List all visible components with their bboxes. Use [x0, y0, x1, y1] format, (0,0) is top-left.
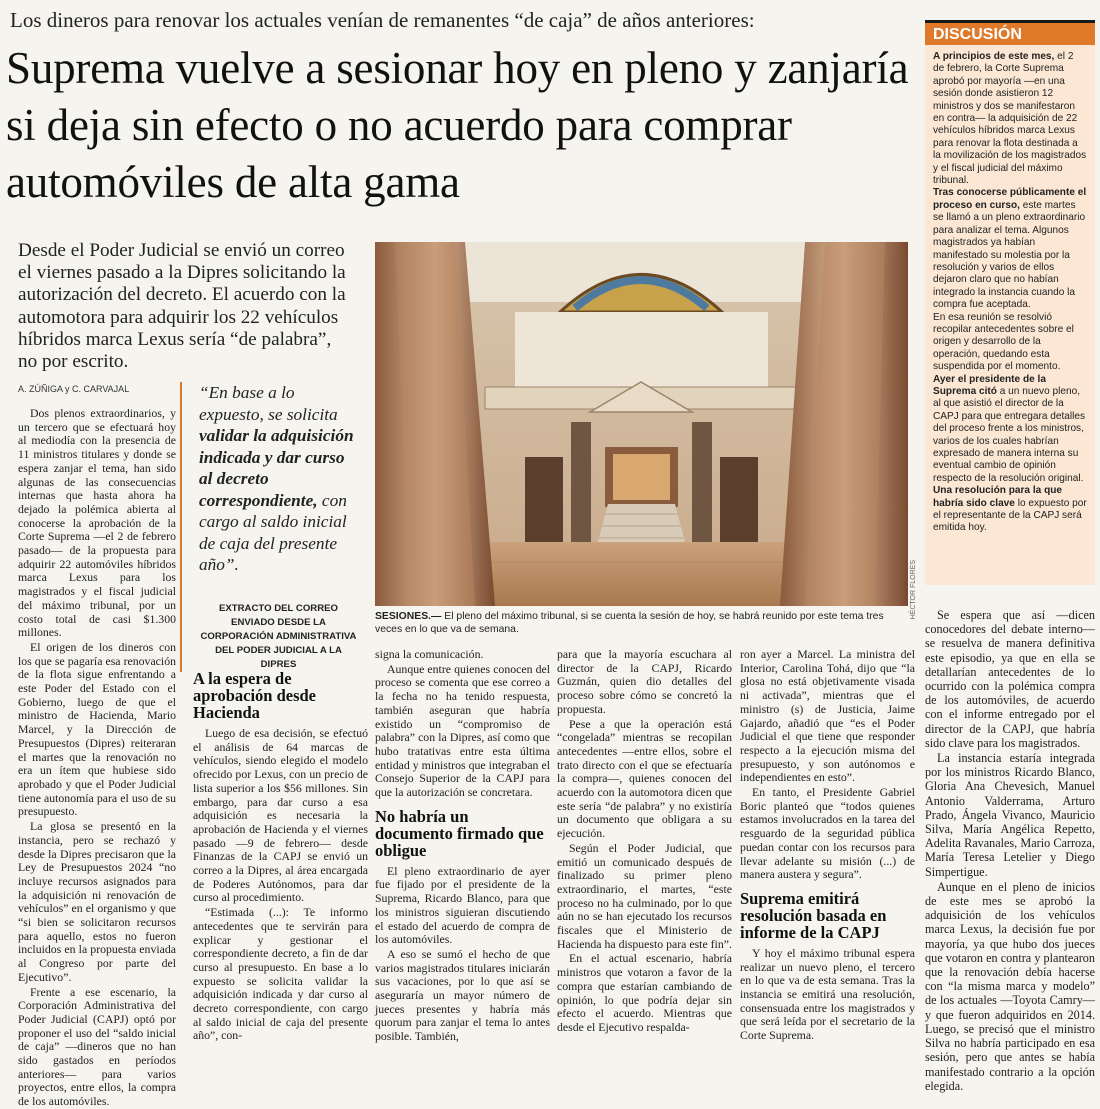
- discussion-sidebar: [925, 20, 1095, 585]
- sidebar-paragraph: [933, 51, 1087, 187]
- sidebar-title: DISCUSIÓN: [925, 23, 1095, 45]
- subheading: A la espera de aprobación desde Hacienda: [193, 669, 317, 722]
- paragraph: El pleno extraordinario de ayer fue fijado por el presidente de la Suprema, Ricardo Blanco, para que los ministros siguieran discutiendo el estado del acuerdo de compra de los automóviles.: [375, 863, 550, 947]
- photo-caption: [375, 610, 910, 636]
- paragraph: para que la mayoría escuchara al director de la CAPJ, Ricardo Guzmán, quien dio detalles del proceso sobre cómo se concretó la propuesta.: [557, 647, 732, 716]
- sidebar-paragraph: En esa reunión se resolvió recopilar antecedentes sobre el origen y desarrollo de la operación, quedando esta suspendida por el momento.: [933, 311, 1074, 373]
- pull-quote-text: [199, 382, 358, 590]
- paragraph: signa la comunicación.: [375, 647, 484, 661]
- paragraph: ron ayer a Marcel. La ministra del Interior, Carolina Tohá, dijo que “la glosa no está objetivamente visada ni activada”, mientras que el ministro (s) de Justicia, Jaime Gajardo, añadió que “es el Poder Judicial el que tiene que responder respecto a la ejecución misma del presupuesto, y son autónomos e independientes en esto”.: [740, 647, 915, 785]
- paragraph: El origen de los dineros con los que se pagaría esa renovación de la flota sigue enfrentando a este Poder del Estado con el Gobierno, luego de que el ministro de Hacienda, Mario Marcel, y la Dirección de Presupuestos (Dipres) reiteraran el martes que la renovación no era un ítem que hubiese sido aprobado y que el Poder Judicial tiene autonomía para el uso de su presupuesto.: [18, 639, 176, 819]
- article-column-3: [375, 648, 550, 1053]
- paragraph: Dos plenos extraordinarios, y un tercero que se efectuará hoy al mediodía con la presencia de 11 ministros titulares y donde se espera zanjar el tema, han sido algunas de las consecuencias internas que hasta ahora ha dejado la polémica abierta al conocerse la aprobación de la Corte Suprema —el 2 de febrero pasado— de la propuesta para adquirir 22 automóviles híbridos marca Lexus para los magistrados y el fiscal judicial del máximo tribunal, por un costo total de casi $1.300 millones.: [18, 406, 176, 640]
- subheading: No habría un documento firmado que obligue: [375, 806, 544, 860]
- paragraph: Y hoy el máximo tribunal espera realizar un nuevo pleno, el tercero en lo que va de esta semana. Tras la instancia se emitirá una resolución, consensuada entre los magistrados y que será leída por el secretario de la Corte Suprema.: [740, 945, 915, 1043]
- sidebar-text: este martes se llamó a un pleno extraordinario para analizar el tema. Algunos magistrados ya habían manifestado su molestia por la resolución y varios de ellos dejaron claro que no habían integrado la instancia cuando la compra fue aceptada.: [933, 199, 1086, 311]
- paragraph: Frente a ese escenario, la Corporación Administrativa del Poder Judicial (CAPJ) optó por proponer el uso del “saldo inicial de caja” —dineros que no han sido gastados en períodos anteriores— para varios proyectos, entre ellos, la compra de los automóviles.: [18, 984, 176, 1109]
- photo-credit: HÉCTOR FLORES: [910, 560, 917, 620]
- article-column-2: [193, 668, 368, 1053]
- paragraph: En el actual escenario, habría ministros que votaron a favor de la compra que estarían cambiando de opinión, lo que podría dejar sin efecto el acuerdo. Mientras que desde el Ejecutivo respalda-: [557, 951, 732, 1034]
- paragraph: En tanto, el Presidente Gabriel Boric planteó que “todos quienes estamos involucrados en la tarea del resguardo de la seguridad pública puedan contar con los recursos para llevar adelante su misión (...) de manera austera y segura”.: [740, 785, 915, 882]
- pull-quote-part: con cargo al saldo inicial de caja del presente año”.: [199, 490, 347, 574]
- sidebar-paragraph: [933, 187, 1087, 311]
- paragraph: A eso se sumó el hecho de que varios magistrados titulares iniciarán sus vacaciones, por lo que así se aseguraría un mayor número de jueces presentes y habría más quorum para zanjar el tema lo antes posible. También,: [375, 946, 550, 1044]
- sidebar-paragraph: [933, 485, 1087, 535]
- court-hall-photo: [375, 242, 908, 606]
- pull-quote-part: “En base a lo expuesto, se solicita: [199, 383, 338, 424]
- paragraph: Luego de esa decisión, se efectuó el análisis de 64 marcas de vehículos, siendo elegido el modelo ofrecido por Lexus, con un precio de lista superior a los $56 millones. Sin embargo, para dar curso a esa adquisición es necesaria la aprobación de Hacienda y el viernes pasado —9 de febrero— desde Finanzas de la CAPJ se envió un correo a la Dipres, al área encargada de Poderes Autónomos, para dar curso al procedimiento.: [193, 726, 368, 905]
- paragraph: Aunque en el pleno de inicios de este mes se aprobó la adquisición de los vehículos marca Lexus, la decisión fue por mayoría, ya que hubo dos jueces que votaron en contra y plantearon que la renovación debía hacerse con “la misma marca y modelo” de los actuales —Toyota Camry— y que fueron adquiridos en 2014. Luego, se precisó que el ministro Silva no habría participado en esa sesión, pero que antes se había manifestado contrario a la opción elegida.: [925, 879, 1095, 1093]
- deck: Desde el Poder Judicial se envió un correo el viernes pasado a la Dipres solicitando la autorización del decreto. El acuerdo con la automotora para adquirir los 22 vehículos híbridos marca Lexus sería “de palabra”, no por escrito.: [18, 240, 346, 373]
- caption-text: El pleno del máximo tribunal, si se cuenta la sesión de hoy, se habrá reunido por este tema tres veces en lo que va de semana.: [375, 611, 884, 635]
- sidebar-lead: Ayer el presidente de la Suprema citó: [933, 373, 1046, 397]
- sidebar-lead: A principios de este mes,: [933, 51, 1055, 62]
- paragraph: Pese a que la operación está “congelada” mientras se recopilan antecedentes —entre ellos, sobre el trato directo con el que se efectuaría la compra—, quienes conocen del acuerdo con la automotora dicen que este sería “de palabra” y no existiría un documento que obligara a su ejecución.: [557, 716, 732, 841]
- paragraph: Se espera que así —dicen conocedores del debate interno— se resuelva de manera definitiva este episodio, ya que en ella se detallarían antecedentes de lo ocurrido con la polémica compra de los automóviles, de acuerdo con el informe entregado por el director de la CAPJ, que habría sido clave para los magistrados.: [925, 608, 1095, 750]
- paragraph: Según el Poder Judicial, que emitió un comunicado después de finalizado su primer pleno extraordinario, el martes, “este proceso no ha culminado, por lo que aún no se han ejecutado los recursos fiscales que el Ministerio de Hacienda ha dispuesto para este fin”.: [557, 840, 732, 951]
- court-hall-illustration: [375, 242, 908, 606]
- sidebar-lead: Una resolución para la que habría sido clave: [933, 485, 1063, 509]
- article-column-4: [557, 648, 732, 1053]
- caption-label: SESIONES.—: [375, 611, 442, 622]
- sidebar-body: [925, 45, 1095, 535]
- paragraph: Aunque entre quienes conocen del proceso se comenta que ese correo a la fecha no ha tenido respuesta, también aseguran que habría existido un “compromiso de palabra” con la Dipres, así como que hubo tratativas entre esta última entidad y ministros que integraban el Consejo Superior de la CAPJ para que la autorización se concretara.: [375, 661, 550, 800]
- sidebar-text: el 2 de febrero, la Corte Suprema aprobó por mayoría —en una sesión donde asistieron 12 ministros y dos se manifestaron en contra— la adquisición de 22 vehículos híbridos marca Lexus para renovar la flota destinada a la movilización de los magistrados y el fiscal judicial del máximo tribunal.: [933, 51, 1087, 187]
- paragraph: La instancia estaría integrada por los ministros Ricardo Blanco, Gloria Ana Chevesich, Manuel Antonio Valderrama, Arturo Prado, Ángela Vivanco, Mauricio Silva, María Angélica Repetto, Adelita Ravanales, Mario Carroza, María Teresa Letelier y Diego Simpertigue.: [925, 751, 1095, 879]
- headline: Suprema vuelve a sesionar hoy en pleno y zanjaría si deja sin efecto o no acuerdo para comprar automóviles de alta gama: [6, 43, 909, 207]
- sidebar-lead: Tras conocerse públicamente el proceso en curso,: [933, 187, 1087, 211]
- paragraph: La glosa se presentó en la instancia, pero se rechazó y desde la Dipres precisaron que la Ley de Presupuestos 2024 “no incluye recursos asignados para la adquisición ni renovación de vehículos” en el organismo y que “si bien se solicitaron recursos para aquello, estos no fueron incluidos en la propuesta enviada al Congreso por parte del Ejecutivo”.: [18, 819, 176, 984]
- byline: A. ZÚÑIGA y C. CARVAJAL: [18, 384, 130, 394]
- pull-quote-bold: validar la adquisición indicada y dar curso al decreto correspondiente,: [199, 426, 354, 510]
- article-column-5: [740, 648, 915, 1053]
- subheading: Suprema emitirá resolución basada en informe de la CAPJ: [740, 888, 887, 942]
- article-column-6: [925, 608, 1095, 1093]
- pull-quote: [180, 382, 358, 672]
- pull-quote-source: EXTRACTO DEL CORREO ENVIADO DESDE LA CORPORACIÓN ADMINISTRATIVA DEL PODER JUDICIAL A LA DIPRES: [200, 603, 357, 670]
- sidebar-paragraph: [933, 374, 1087, 486]
- article-column-1: [18, 406, 176, 1109]
- sidebar-text: lo expuesto por el representante de la CAPJ será emitida hoy.: [933, 497, 1087, 534]
- sidebar-text: a un nuevo pleno, al que asistió el director de la CAPJ para que entregara detalles del proceso frente a los ministros, varios de los cuales habrían expresado de manera interna su eventual cambio de opinión respecto de la resolución original.: [933, 385, 1086, 484]
- kicker: Los dineros para renovar los actuales venían de remanentes “de caja” de años anteriores:: [10, 8, 755, 32]
- paragraph: “Estimada (...): Te informo antecedentes que te servirán para explicar y gestionar el correspondiente decreto, a fin de dar curso al presupuesto. En base a lo expuesto se solicita validar la adquisición indicada y dar curso al decreto correspondiente, con cargo al saldo inicial de caja del presente año”, con-: [193, 905, 368, 1043]
